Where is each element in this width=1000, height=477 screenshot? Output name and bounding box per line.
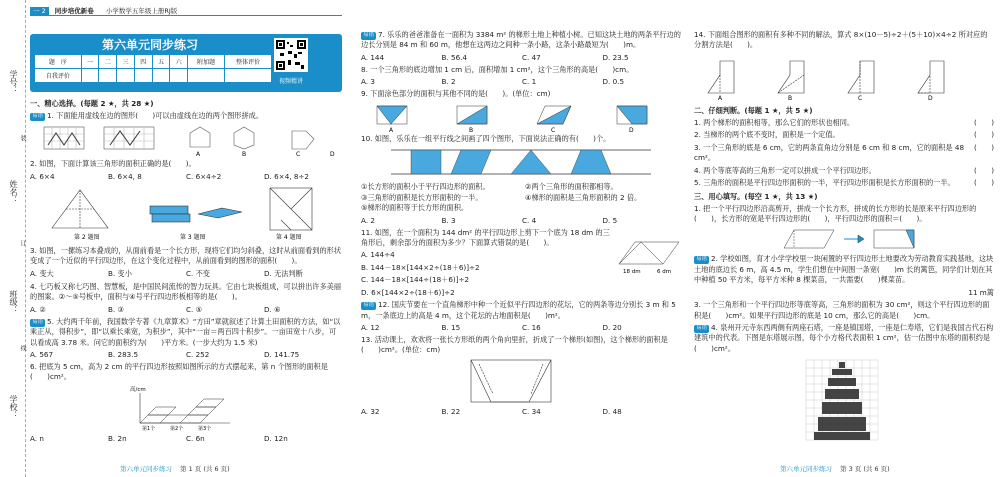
q10-opt-d[interactable]: D. 5 — [602, 215, 618, 225]
q10-item-2: ②两个三角形的面积都相等。 — [525, 182, 618, 192]
q6-options — [30, 434, 342, 443]
q3-options — [30, 269, 342, 279]
judge-2-answer[interactable]: ( ) — [974, 130, 994, 140]
judge-4-answer[interactable]: ( ) — [974, 165, 994, 175]
q13-opt-a[interactable]: A. 32 — [361, 406, 380, 416]
q10-opt-c[interactable]: C. 4 — [522, 215, 537, 225]
page-3-footer: 第六单元同步练习 第 3 页 (共 6 页) — [780, 465, 890, 473]
q11-opt-d[interactable]: D. 6×[144×2÷(18＋6)]÷2 — [361, 287, 455, 297]
q14-opt-c: C — [858, 94, 863, 101]
q10-opt-b[interactable]: B. 3 — [441, 215, 456, 225]
score-header-8: 整体评价 — [225, 55, 272, 69]
fill-4: 易错 4. 泉州开元寺东西两侧有两座石塔，一座是镇国塔，一座是仁寿塔，它们是我国古代石构建筑中的代表。下图是东塔展示图，每个小方格代表面积 1 cm²，估一估图中东塔的面积约是( )cm²。 — [694, 323, 994, 353]
header-series: 同步培优新卷 — [54, 7, 94, 15]
score-header-7: 附加题 — [188, 55, 225, 69]
q12-opt-b[interactable]: B. 15 — [441, 323, 461, 332]
q1-opt-b: B — [242, 151, 247, 158]
q1-figures — [30, 123, 342, 157]
fill-1: 1. 把一个平行四边形沿高剪开，拼成一个长方形，拼成的长方形的长是原来平行四边形的( )，长方形的宽是平行四边形的( )，平行四边形的面积＝( )。 — [694, 203, 977, 223]
q7-opt-b[interactable]: B. 56.4 — [441, 52, 468, 62]
q14-opt-a: A — [718, 94, 723, 101]
page-2 — [357, 0, 687, 477]
page-header — [30, 6, 342, 15]
q3-opt-c[interactable]: C. 不变 — [186, 268, 210, 278]
question-1: 易错 1. 下面能用虚线在边的图形( )可以由虚线在边的两个图形拼成。 — [32, 111, 264, 120]
q6-label-1: 第1个 — [142, 425, 156, 431]
q7-options — [361, 53, 683, 62]
qr-code[interactable] — [274, 38, 308, 72]
judge-1: 1. 两个梯形的面积相等，那么它们的形状也相同。 ( ) — [694, 117, 994, 127]
q6-label-3: 第3个 — [198, 425, 212, 431]
margin-label-student-no: 学号： — [9, 70, 18, 94]
q14-figures — [694, 53, 994, 101]
score-header-4: 四 — [134, 55, 152, 69]
q12-options — [361, 323, 683, 332]
margin-label-class: 班级： — [9, 290, 18, 314]
fill-2-figure-label: 11 m篱 — [968, 287, 994, 297]
page-1-number: 第 1 页 (共 6 页) — [180, 465, 230, 473]
q10-options — [361, 216, 683, 225]
question-8: 8. 一个三角形的底边增加 1 cm 后，面积增加 1 cm²，这个三角形的高是( )cm。 — [361, 64, 634, 74]
q11-base-label: 18 dm — [623, 268, 641, 275]
q9-opt-b: B — [469, 126, 474, 132]
q11-opt-a[interactable]: A. 144÷4 — [361, 250, 395, 260]
q6-ylabel: 高/cm — [130, 386, 146, 393]
fill-3: 3. 一个三角形和一个平行四边形等底等高，三角形的面积为 30 cm²，则这个平行四边形的面积是( )cm²。如果平行四边形的底是 10 cm，那么它的高是( )cm。 — [694, 300, 990, 320]
judge-3-answer[interactable]: ( ) — [974, 142, 994, 152]
q4-opt-c[interactable]: C. ⑤ — [186, 304, 203, 314]
q3-opt-a[interactable]: A. 变大 — [30, 268, 54, 278]
q9-figures — [361, 102, 683, 132]
q6-opt-c[interactable]: C. 6n — [186, 433, 205, 443]
q7-opt-a[interactable]: A. 144 — [361, 52, 385, 62]
q4-opt-a[interactable]: A. ② — [30, 304, 46, 314]
question-3: 3. 如图，一摞练习本叠成的，从面前看是一个长方形，现将它们均匀斜叠，这时从前面看到的形状变成了一个近似的平行四边形，在这个变化过程中，从前面看到的图形的面积( )。 — [30, 245, 342, 266]
q10-statements — [361, 182, 683, 213]
q10-item-5: ⑤梯形的面积等于长方形的面积。 — [361, 203, 469, 213]
q11-opt-c[interactable]: C. 144－18×[144÷(18＋6)]÷2 — [361, 275, 470, 285]
q10-item-3: ③三角形的面积是长方形面积的一半。 — [361, 192, 483, 202]
q13-figure — [361, 358, 683, 404]
q10-item-1: ①长方形的面积小于平行四边形的面积。 — [361, 182, 490, 192]
q4-options — [30, 305, 342, 314]
q13-opt-c[interactable]: C. 34 — [522, 406, 541, 416]
page-3-number: 第 3 页 (共 6 页) — [840, 465, 890, 473]
q8-options — [361, 77, 683, 86]
q6-figure — [30, 385, 342, 431]
q4-opt-d[interactable]: D. ⑥ — [264, 304, 281, 314]
q2-opt-d[interactable]: D. 6×4, 8÷2 — [264, 171, 310, 181]
score-header-6: 六 — [170, 55, 188, 69]
q13-opt-d[interactable]: D. 48 — [602, 406, 622, 416]
q1-opt-d: D — [330, 151, 335, 158]
score-table — [34, 54, 272, 83]
question-10: 10. 如图，乐乐在一组平行线之间画了四个图形，下面说法正确的有( )个。 — [361, 133, 611, 143]
score-header-3: 三 — [117, 55, 135, 69]
q6-opt-b[interactable]: B. 2n — [108, 433, 127, 443]
question-13: 13. 活动课上，欢欢将一张长方形纸的两个角向里折，折成了一个梯形(如图)，这个梯形的面积是( )cm²。(单位：cm) — [361, 335, 668, 355]
q2-opt-c[interactable]: C. 6×4÷2 — [186, 171, 222, 181]
question-9: 9. 下面涂色部分的面积与其他不同的是( )。(单位：cm) — [361, 89, 551, 99]
q13-options — [361, 407, 683, 416]
q5-options — [30, 350, 342, 359]
header-badge: 一 2 — [30, 7, 49, 15]
q9-opt-c: C — [551, 126, 556, 132]
question-7: 易错 7. 乐乐的爸爸准备在一面积为 3384 m² 的梯形土地上种植小树。已知这块土地的两条平行边的边长分别是 84 m 和 60 m，他想在这两边之间种一条小路，这条小路最短为( )m。 — [361, 30, 681, 50]
question-6: 6. 把底为 5 cm，高为 2 cm 的平行四边形按照如图所示的方式摆起来，第 n 个图形的面积是( )cm²。 — [30, 361, 328, 382]
unit-title: 第六单元同步练习 — [101, 38, 198, 52]
q12-opt-a[interactable]: A. 12 — [361, 323, 380, 332]
q10-opt-a[interactable]: A. 2 — [361, 215, 375, 225]
section-2-title: 二、仔细判断。(每题 1 ★，共 5 ★) — [694, 105, 813, 115]
judge-2: 2. 当梯形的两个底不变时，面积是一个定值。 ( ) — [694, 130, 994, 140]
question-11: 11. 如图，在一个面积为 144 dm² 的平行四边形上剪下一个底为 18 dm 的三角形后，剩余部分的面积为多少？下面算式错误的是( )。 — [361, 227, 610, 247]
fill-1-figure — [694, 226, 994, 252]
q11-opt-b[interactable]: B. 144－18×[144×2÷(18＋6)]÷2 — [361, 262, 480, 272]
q11-extra-label: 6 dm — [657, 268, 672, 275]
score-header-1: 一 — [81, 55, 99, 69]
fill-2: 易错 2. 学校如图，育才小学学校里一块闲置的平行四边形土地要改为劳动教育实践基地，这块土地的底边长 6 m，高 4.5 m，学生们想在中间围一条宽( )m 长的篱笆，同学们计划在其中种植 50 平方米，每平方米种 8 棵菜苗，一共需要( )棵菜苗。 — [694, 254, 994, 285]
judge-5-answer[interactable]: ( ) — [974, 178, 994, 188]
judge-4: 4. 两个等底等高的三角形一定可以拼成一个平行四边形。 ( ) — [694, 165, 994, 175]
q2-opt-b[interactable]: B. 6×4, 8 — [108, 171, 142, 181]
pagoda-figure — [694, 356, 994, 446]
score-header-2: 二 — [99, 55, 117, 69]
q8-opt-a[interactable]: A. 3 — [361, 77, 375, 87]
header-subject: 小学数学五年级上册RJ版 — [105, 7, 178, 15]
q1-opt-c: C — [296, 151, 301, 158]
margin-label-school: 学校： — [9, 395, 18, 419]
q14-opt-b: B — [788, 94, 793, 101]
margin-label-xian: 线 — [19, 345, 26, 351]
q10-figure — [361, 146, 683, 180]
page-3 — [690, 0, 1000, 477]
fig-caption-2: 第 2 题图 — [74, 233, 100, 241]
q8-opt-c[interactable]: C. 1 — [522, 77, 537, 87]
q4-opt-b[interactable]: B. ③ — [108, 304, 124, 314]
q3-opt-d[interactable]: D. 无法判断 — [264, 268, 303, 278]
q5-opt-c[interactable]: C. 252 — [186, 349, 210, 359]
q8-opt-d[interactable]: D. 0.5 — [602, 77, 625, 87]
q12-opt-d[interactable]: D. 20 — [602, 323, 622, 332]
q1-opt-a: A — [196, 151, 201, 158]
q5-opt-a[interactable]: A. 567 — [30, 349, 54, 359]
q7-opt-d[interactable]: D. 23.5 — [602, 52, 629, 62]
section-1-title: 一、精心选择。(每题 2 ★，共 28 ★) — [30, 99, 154, 108]
qr-label: 视频精讲 — [278, 78, 303, 85]
q3-opt-b[interactable]: B. 变小 — [108, 268, 132, 278]
page-1 — [0, 0, 345, 477]
q6-opt-d[interactable]: D. 12n — [264, 433, 288, 443]
q2-q4-figures — [30, 184, 342, 244]
judge-5: 5. 三角形的面积是平行四边形面积的一半，平行四边形面积是长方形面积的一半。 ( ) — [694, 178, 994, 188]
self-eval-label: 自我评价 — [35, 69, 82, 83]
question-4: 4. 七巧板又称七巧图、智慧板，是中国民间流传的智力玩具。它由七块板组成，可以拼出许多美丽的图案。②～⑤号板中，面积与④号平行四边形板相等的是( )。 — [30, 281, 342, 302]
margin-label-ding: 订 — [19, 240, 26, 246]
q6-label-2: 第2个 — [170, 425, 184, 431]
score-header-5: 五 — [152, 55, 170, 69]
question-5: 易错 5. 大约两千年前，我国数学专著《九章算术》“方田”章就叙述了计算土田面积的方法，如“以乘正从，得积步”，即“以乘长乘宽，为积步”，其中“一亩＝两百四十积步”。一亩田宽十八步，可以看成高 3.78 米。问它的面积约为( )平方米。(一步大约为 1.5 米) — [30, 316, 341, 347]
title-banner — [30, 34, 342, 92]
q9-opt-d: D — [629, 126, 634, 132]
q2-options — [30, 172, 342, 181]
q12-opt-c[interactable]: C. 16 — [522, 323, 541, 332]
question-14: 14. 下面组合图形的面积有多种不同的解法，算式 8×(10－5)÷2＋(5＋10)×4÷2 所对应的分割方法是( )。 — [694, 30, 988, 50]
section-3-title: 三、用心填写。(每空 1 ★，共 13 ★) — [694, 191, 818, 201]
margin-label-zhuang: 装 — [19, 135, 26, 141]
q5-opt-b[interactable]: B. 283.5 — [108, 349, 139, 359]
q5-opt-d[interactable]: D. 141.75 — [264, 349, 300, 359]
q13-opt-b[interactable]: B. 22 — [441, 406, 461, 416]
score-header-0: 题 序 — [35, 55, 82, 69]
fig-caption-3: 第 3 题图 — [180, 233, 206, 241]
judge-1-answer[interactable]: ( ) — [974, 117, 994, 127]
question-2: 2. 如图，下面计算该三角形的面积正确的是( )。 — [30, 159, 196, 169]
fig-caption-4: 第 4 题图 — [276, 233, 302, 241]
question-12: 易错 12. 国庆节要在一个直角梯形中种一个近似平行四边形的花坛，它的两条等边分别长 3 m 和 5 m，一条底边上的高是 4 m，这个花坛的占地面积是( )m²。 — [361, 300, 676, 320]
margin-label-name: 姓名： — [9, 180, 18, 204]
q9-opt-a: A — [389, 126, 394, 132]
q11-figure — [613, 228, 683, 278]
q14-opt-d: D — [928, 94, 933, 101]
page-1-footer: 第六单元同步练习 第 1 页 (共 6 页) — [120, 465, 230, 473]
q8-opt-b[interactable]: B. 2 — [441, 77, 456, 87]
q2-opt-a[interactable]: A. 6×4 — [30, 171, 55, 181]
q7-opt-c[interactable]: C. 47 — [522, 52, 541, 62]
q10-item-4: ④梯形的面积是三角形面积的 2 倍。 — [525, 192, 642, 202]
judge-3: 3. 一个三角形的底是 6 cm，它的两条直角边分别是 6 cm 和 8 cm，它的面积是 48 cm²。 ( ) — [694, 142, 994, 163]
q6-opt-a[interactable]: A. n — [30, 433, 44, 443]
